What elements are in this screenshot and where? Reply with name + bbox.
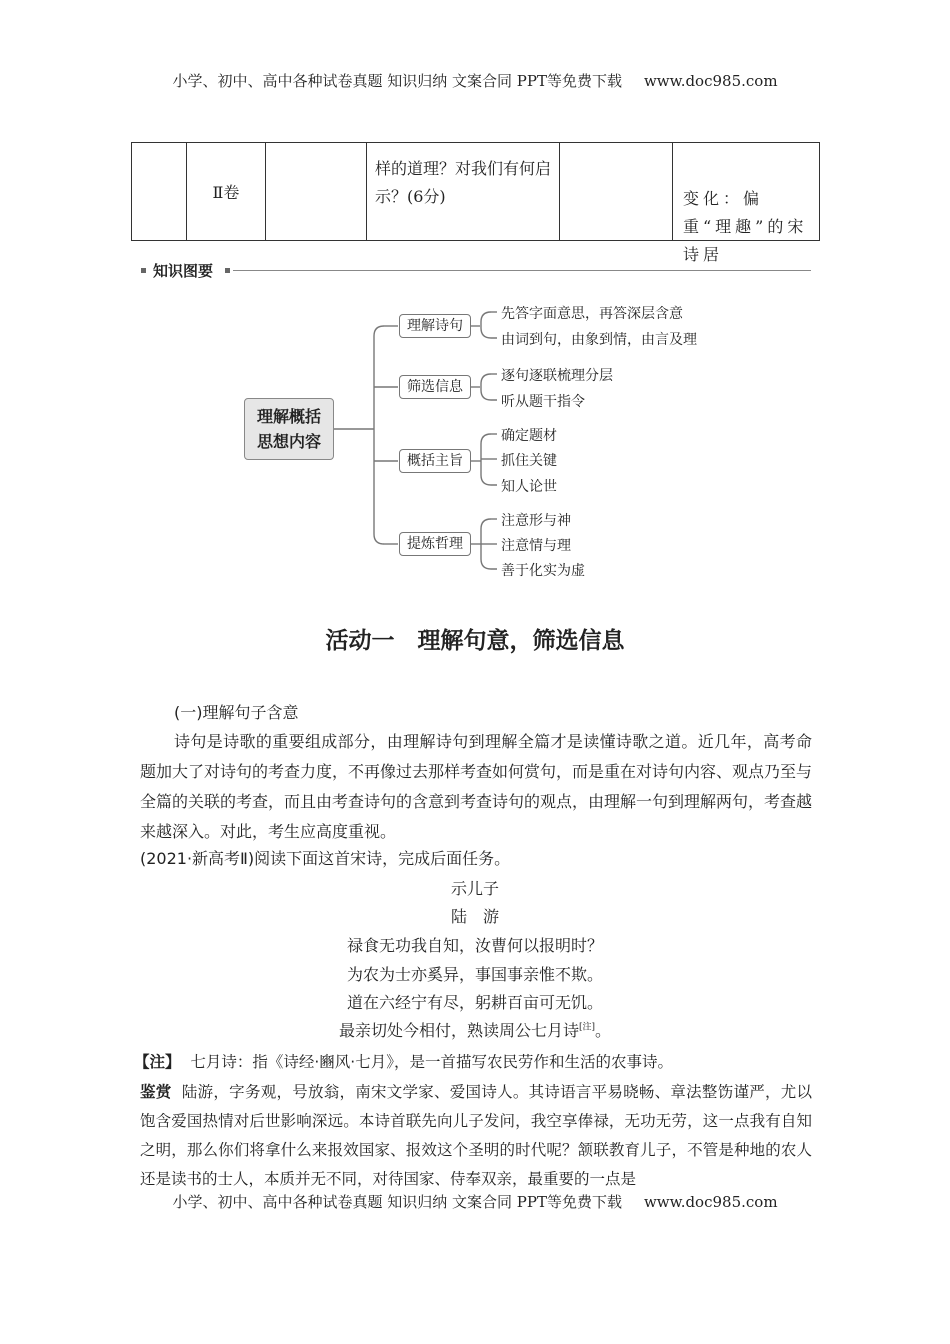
mindmap-root-line: 理解概括 <box>256 407 321 426</box>
header-site[interactable]: www.doc985.com <box>643 72 778 90</box>
section-label: 知识图要 <box>153 262 214 280</box>
note <box>134 1050 673 1072</box>
table-cell: 样的道理？对我们有何启示？(6分) <box>367 143 560 241</box>
intro-paragraph: 诗句是诗歌的重要组成部分，由理解诗句到理解全篇才是读懂诗歌之道。近几年，高考命题加大了对诗句的考查力度，不再像过去那样考查如何赏句，而是重在对诗句内容、观点乃至与全篇的关联的考查，而且由考查诗句的含意到考查诗句的观点，由理解一句到理解两句，考查越来越深入。对此，考生应高度重视。 <box>140 732 813 841</box>
poem-line-last <box>0 1018 950 1041</box>
mindmap-leaf: 由词到句，由象到情，由言及理 <box>501 332 697 348</box>
poem-line: 道在六经宁有尽，躬耕百亩可无饥。 <box>346 993 603 1012</box>
mindmap-root <box>244 398 334 460</box>
connector-trunk <box>374 326 384 544</box>
note-label: 【注】 <box>134 1053 181 1071</box>
appreciation-text: 陆游，字务观，号放翁，南宋文学家、爱国诗人。其诗语言平易晓畅、章法整饬谨严，尤以饱含爱国热情对后世影响深远。本诗首联先向儿子发问，我空享俸禄，无功无劳，这一点我有自知之明，那么你们将拿什么来报效国家、报效这个圣明的时代呢？颔联教育儿子，不管是种地的农人还是读书的士人，本质并无不同，对待国家、侍奉双亲，最重要的一点是 <box>140 1083 812 1188</box>
appreciation-label: 鉴赏 <box>140 1083 172 1101</box>
sub-heading: (一)理解句子含意 <box>174 703 299 722</box>
activity-title: 活动一 理解句意，筛选信息 <box>325 628 625 654</box>
table-cell: Ⅱ卷 <box>187 143 266 241</box>
mindmap-branch: 筛选信息 <box>399 375 471 399</box>
mindmap-leaf: 听从题干指令 <box>501 394 585 410</box>
poem-author: 陆 游 <box>450 907 499 926</box>
mindmap-leaf: 逐句逐联梳理分层 <box>501 368 613 384</box>
mindmap-leaf: 抓住关键 <box>501 453 557 469</box>
poem-line: 最亲切处今相付，熟读周公七月诗 <box>338 1021 579 1040</box>
table-cell-text: 变化：偏重“理趣”的宋诗居 <box>683 189 808 264</box>
mindmap-branch: 理解诗句 <box>399 314 471 338</box>
mindmap-leaf: 善于化实为虚 <box>501 563 585 579</box>
mindmap-leaf: 知人论世 <box>501 479 557 495</box>
mindmap-leaf: 先答字面意思，再答深层含意 <box>501 306 683 322</box>
poem-line: 为农为士亦奚异，事国事亲惟不欺。 <box>346 965 603 984</box>
mindmap-leaf: 注意情与理 <box>501 538 571 554</box>
mindmap-connectors <box>0 0 950 600</box>
appreciation-paragraph <box>140 1078 812 1194</box>
poem-title: 示儿子 <box>450 879 499 898</box>
page-footer <box>0 1191 950 1212</box>
header-text: 小学、初中、高中各种试卷真题 知识归纳 文案合同 PPT等免费下载 <box>172 72 622 90</box>
poem-line-end: 。 <box>595 1021 612 1040</box>
mindmap-leaf: 确定题材 <box>501 428 557 444</box>
note-text: 七月诗：指《诗经·豳风·七月》，是一首描写农民劳作和生活的农事诗。 <box>190 1053 673 1071</box>
note-marker: [注] <box>578 1022 596 1033</box>
mindmap-leaf: 注意形与神 <box>501 513 571 529</box>
task-line: (2021·新高考Ⅱ)阅读下面这首宋诗，完成后面任务。 <box>140 849 511 868</box>
poem-line: 禄食无功我自知，汝曹何以报明时？ <box>346 936 603 955</box>
footer-text: 小学、初中、高中各种试卷真题 知识归纳 文案合同 PPT等免费下载 <box>172 1193 622 1211</box>
footer-site[interactable]: www.doc985.com <box>643 1193 778 1211</box>
mindmap-root-line: 思想内容 <box>256 432 321 451</box>
mindmap-branch: 概括主旨 <box>399 449 471 473</box>
mindmap-branch: 提炼哲理 <box>399 532 471 556</box>
